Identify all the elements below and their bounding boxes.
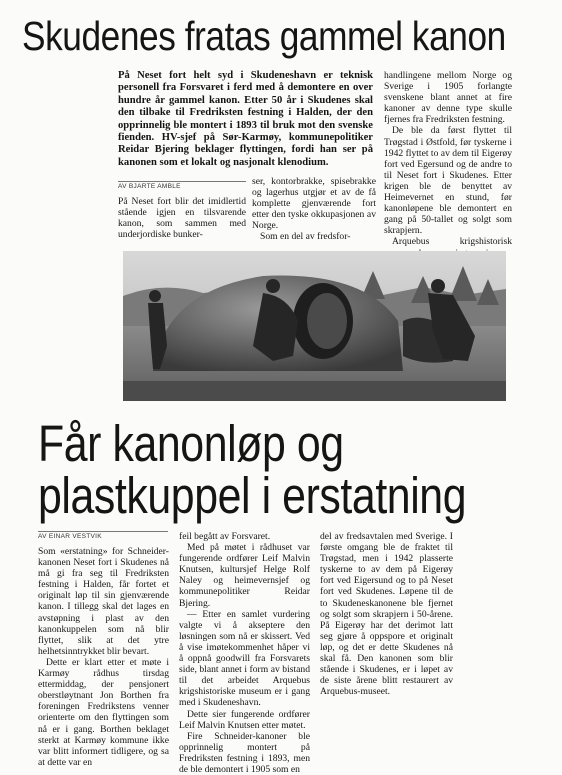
- headline-line-2: plastkuppel i erstatning: [38, 467, 467, 524]
- paragraph: Arquebus krigshistorisk: [392, 236, 512, 248]
- article2-column-3: [320, 531, 453, 697]
- cannon-photo-illustration: [123, 251, 506, 401]
- paragraph: Dette er klart etter et møte i Karmøy rådhus tirsdag ettermiddag, der pensjonert oberstløytnant Jon Borthen fra foreningen Fredrikstens venner orienterte om den flyttingen som nå er i gang. Borthen beklaget sterkt at Karmøy kommune ikke var blitt informert tidligere, og sa at dette var en: [38, 656, 169, 768]
- paragraph: Med på møtet i rådhuset var fungerende ordfører Leif Malvin Knutsen, kultursjef Helge Rolf Naley og heimevernsjef og kommunepolitiker Reidar Bjering.: [179, 542, 310, 609]
- article1-column-1: [118, 196, 246, 240]
- article2-column-2: [179, 531, 310, 775]
- paragraph: ser, kontorbrakke, spisebrakke og lagerhus utgjør et av de få komplette gjenværende fort etter den tyske okkupasjonen av Norge.: [252, 176, 376, 232]
- byline-einar-vestvik: AV EINAR VESTVIK: [38, 531, 168, 540]
- paragraph: Fire Schneider-kanoner ble opprinnelig montert på Fredriksten festning i 1893, men de ble demontert i 1905 som en: [179, 730, 310, 775]
- headline-kanonlop: [38, 415, 475, 524]
- article1-column-2: [252, 176, 376, 243]
- headline-skudenes: Skudenes fratas gammel kanon: [22, 13, 506, 59]
- paragraph: handlingene mellom Norge og Sverige i 1905 forlangte svenskene blant annet at fire kanoner av denne type skulle fjernes fra Fredriksten festning.: [384, 70, 512, 126]
- cannon-photo: [123, 251, 506, 401]
- headline-line-1: Får kanonløp og: [38, 415, 344, 472]
- paragraph: del av fredsavtalen med Sverige. I første omgang ble de fraktet til Trøgstad, men i 1942 plasserte tyskerne to av dem på Eigerøy fort ved Eigersund og to på Neset fort ved Skudenes. Løpene til de to Skudeneskanonene ble fjernet og solgt som skrapjern i 50-årene. På Eigerøy har det derimot latt seg gjøre å oppspore et originalt løp, og det er dette Skudenes nå skal få. Den kanonen som blir stående i Skudenes, er i løpet av de siste årene blitt restaurert av Arquebus-museet.: [320, 531, 453, 698]
- lead-paragraph: På Neset fort helt syd i Skudeneshavn er teknisk personell fra Forsvaret i ferd med å demontere en over hundre år gammel kanon. Etter 50 år i Skudenes skal den tilbake til Fredriksten festning i Halden, der den opprinnelig ble montert i 1893 til bruk mot den svenske fienden. HV-sjef på Sør-Karmøy, kommunepolitiker Reidar Bjering beklager flyttingen, fordi han ser på kanonen som et lokalt og nasjonalt klenodium.: [118, 70, 373, 168]
- paragraph: — Etter en samlet vurdering valgte vi å akseptere den løsningen som nå er skissert. Ved å vise imøtekommenhet håper vi å oppnå goodwill fra Forsvarets side, blant annet i form av bistand til det arbeidet Arquebus krigshistoriske museum er i gang med i Skudeneshavn.: [179, 608, 310, 709]
- article1-column-3: [384, 70, 512, 259]
- paragraph: Som en del av fredsfor-: [260, 231, 351, 243]
- byline-bjarte-amble: AV BJARTE AMBLE: [118, 181, 246, 190]
- paragraph: De ble da først flyttet til Trøgstad i Østfold, før tyskerne i 1942 flyttet to av dem til Eigerøy fort ved Egersund og de andre to til Neset fort i Skudenes. Etter krigen ble de benyttet av Heimevernet en stund, før kanonløpene ble demontert en gang på 50-tallet og solgt som skrapjern.: [384, 125, 512, 237]
- paragraph: Som «erstatning» for Schneider-kanonen Neset fort i Skudenes nå må gi fra seg til Fredriksten festning i Halden, får fortet et originalt løp til sin gjenværende kanon. I tillegg skal det lages en avstøpning i plast av den kanonkuppelen som nå blir flyttet, slik at det ytre helhetsinntrykket blir bevart.: [38, 546, 169, 657]
- paragraph: feil begått av Forsvaret.: [179, 531, 271, 542]
- paragraph: Dette sier fungerende ordfører Leif Malvin Knutsen etter møtet.: [179, 708, 310, 731]
- paragraph: På Neset fort blir det imidlertid stående igjen en tilsvarende kanon, som sammen med underjordiske bunker-: [118, 196, 246, 241]
- article2-column-1: [38, 546, 169, 768]
